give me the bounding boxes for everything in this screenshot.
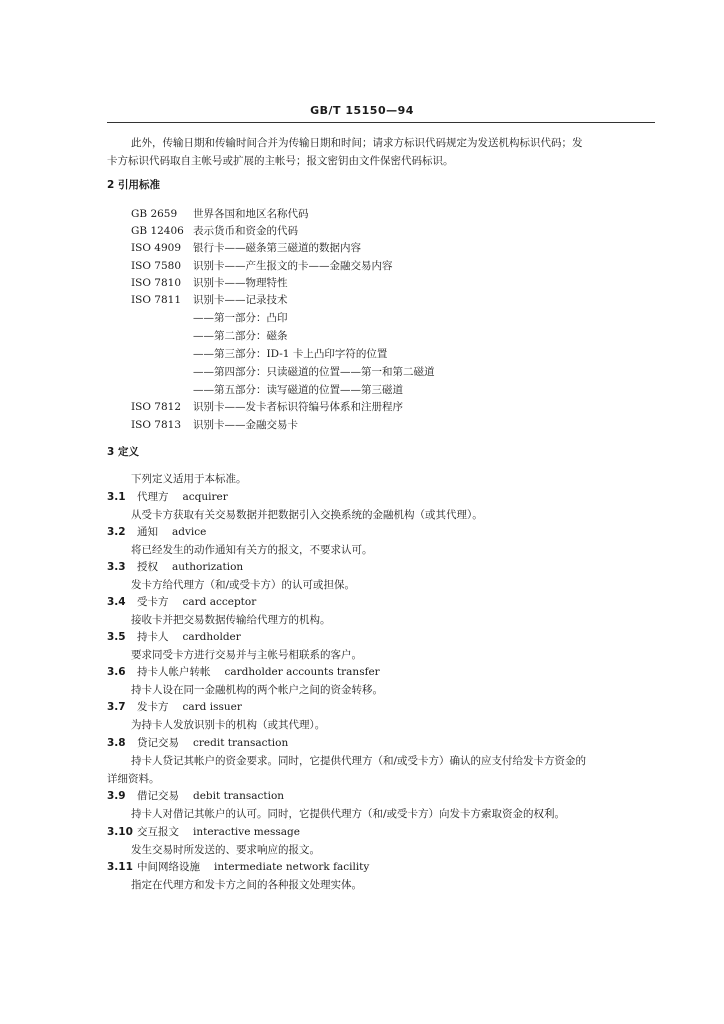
ref-code: GB 12406 xyxy=(131,225,184,237)
definition-text: 为持卡人发放识别卡的机构（或其代理）。 xyxy=(131,719,326,731)
ref-title: 表示货币和资金的代码 xyxy=(193,225,298,237)
ref-part: ——第三部分：ID-1 卡上凸印字符的位置 xyxy=(193,348,388,360)
ref-code: ISO 7812 xyxy=(131,401,182,413)
ref-title: 识别卡——记录技术 xyxy=(193,294,288,306)
definition-text: 接收卡并把交易数据传输给代理方的机构。 xyxy=(131,614,331,626)
definition-number: 3.2 xyxy=(107,526,126,538)
definition-term-english: intermediate network facility xyxy=(214,861,370,873)
ref-title: 银行卡——磁条第三磁道的数据内容 xyxy=(193,242,361,254)
ref-title: 世界各国和地区名称代码 xyxy=(193,208,309,220)
definition-number: 3.10 xyxy=(107,826,133,838)
definition-term: 受卡方 xyxy=(137,596,169,608)
definition-term-english: cardholder accounts transfer xyxy=(224,666,380,678)
definition-text: 持卡人对借记其帐户的认可。同时，它提供代理方（和/或受卡方）向发卡方索取资金的权利。 xyxy=(131,808,566,820)
definition-term-english: cardholder xyxy=(182,631,241,643)
definition-term-line xyxy=(107,490,228,504)
header-rule xyxy=(107,122,655,123)
definition-text: 发卡方给代理方（和/或受卡方）的认可或担保。 xyxy=(131,579,356,591)
definition-term-line xyxy=(107,665,380,679)
definition-term-english: card issuer xyxy=(182,701,242,713)
ref-item xyxy=(131,276,288,290)
definition-term-english: acquirer xyxy=(182,491,228,503)
definition-number: 3.5 xyxy=(107,631,126,643)
definition-number: 3.9 xyxy=(107,790,126,802)
ref-item xyxy=(131,293,288,307)
definition-term: 持卡人 xyxy=(137,631,169,643)
definition-term: 授权 xyxy=(137,561,158,573)
section-3-intro: 下列定义适用于本标准。 xyxy=(131,473,247,485)
definition-number: 3.6 xyxy=(107,666,126,678)
definition-number: 3.8 xyxy=(107,737,126,749)
definition-term: 交互报文 xyxy=(137,826,179,838)
definition-number: 3.4 xyxy=(107,596,126,608)
definition-term-line xyxy=(107,595,256,609)
definition-text: 从受卡方获取有关交易数据并把数据引入交换系统的金融机构（或其代理）。 xyxy=(131,509,483,521)
definition-term: 借记交易 xyxy=(137,790,179,802)
ref-item xyxy=(131,259,393,273)
intro-line-2: 卡方标识代码取自主帐号或扩展的主帐号；报文密钥由文件保密代码标识。 xyxy=(107,155,454,167)
ref-item xyxy=(131,224,298,238)
document-code-header: GB/T 15150—94 xyxy=(310,104,414,117)
definition-term-line xyxy=(107,700,242,714)
definition-term-line xyxy=(107,789,284,803)
definition-term: 贷记交易 xyxy=(137,737,179,749)
ref-part: ——第四部分：只读磁道的位置——第一和第二磁道 xyxy=(193,366,435,378)
ref-part: ——第一部分：凸印 xyxy=(193,312,288,324)
intro-line-1: 此外，传输日期和传输时间合并为传输日期和时间；请求方标识代码规定为发送机构标识代码；发 xyxy=(131,137,583,149)
ref-title: 识别卡——发卡者标识符编号体系和注册程序 xyxy=(193,401,403,413)
definition-text: 持卡人贷记其帐户的资金要求。同时，它提供代理方（和/或受卡方）确认的应支付给发卡方资金的 xyxy=(131,755,587,767)
definition-term-line xyxy=(107,630,241,644)
ref-title: 识别卡——物理特性 xyxy=(193,277,288,289)
definition-term: 代理方 xyxy=(137,491,169,503)
ref-item xyxy=(131,241,361,255)
ref-code: ISO 7813 xyxy=(131,419,182,431)
section-2-heading: 2 引用标准 xyxy=(107,179,160,191)
ref-part: ——第五部分：读写磁道的位置——第三磁道 xyxy=(193,384,403,396)
definition-term-line xyxy=(107,525,206,539)
definition-text: 发生交易时所发送的、要求响应的报文。 xyxy=(131,844,320,856)
definition-text: 将已经发生的动作通知有关方的报文，不要求认可。 xyxy=(131,544,373,556)
ref-item xyxy=(131,418,298,432)
definition-text: 持卡人设在同一金融机构的两个帐户之间的资金转移。 xyxy=(131,684,383,696)
definition-term-english: advice xyxy=(172,526,207,538)
section-3-heading: 3 定义 xyxy=(107,446,139,458)
ref-code: GB 2659 xyxy=(131,208,178,220)
definition-term-english: credit transaction xyxy=(193,737,289,749)
ref-code: ISO 7580 xyxy=(131,260,182,272)
ref-item xyxy=(131,207,309,221)
definition-term-line xyxy=(107,825,300,839)
ref-title: 识别卡——金融交易卡 xyxy=(193,419,298,431)
definition-text: 指定在代理方和发卡方之间的各种报文处理实体。 xyxy=(131,879,362,891)
definition-term: 发卡方 xyxy=(137,701,169,713)
definition-term: 持卡人帐户转帐 xyxy=(137,666,211,678)
definition-term: 通知 xyxy=(137,526,158,538)
definition-term-english: interactive message xyxy=(193,826,300,838)
definition-term: 中间网络设施 xyxy=(137,861,200,873)
definition-number: 3.11 xyxy=(107,861,133,873)
definition-text-continued: 详细资料。 xyxy=(107,773,160,785)
definition-number: 3.1 xyxy=(107,491,126,503)
definition-term-line xyxy=(107,860,369,874)
ref-title: 识别卡——产生报文的卡——金融交易内容 xyxy=(193,260,393,272)
ref-code: ISO 4909 xyxy=(131,242,182,254)
definition-term-english: authorization xyxy=(172,561,244,573)
ref-code: ISO 7810 xyxy=(131,277,182,289)
definition-term-english: debit transaction xyxy=(193,790,285,802)
definition-term-line xyxy=(107,560,243,574)
ref-item xyxy=(131,400,403,414)
definition-number: 3.3 xyxy=(107,561,126,573)
definition-number: 3.7 xyxy=(107,701,126,713)
definition-term-line xyxy=(107,736,288,750)
definition-text: 要求同受卡方进行交易并与主帐号相联系的客户。 xyxy=(131,649,362,661)
definition-term-english: card acceptor xyxy=(182,596,257,608)
ref-code: ISO 7811 xyxy=(131,294,182,306)
ref-part: ——第二部分：磁条 xyxy=(193,330,288,342)
